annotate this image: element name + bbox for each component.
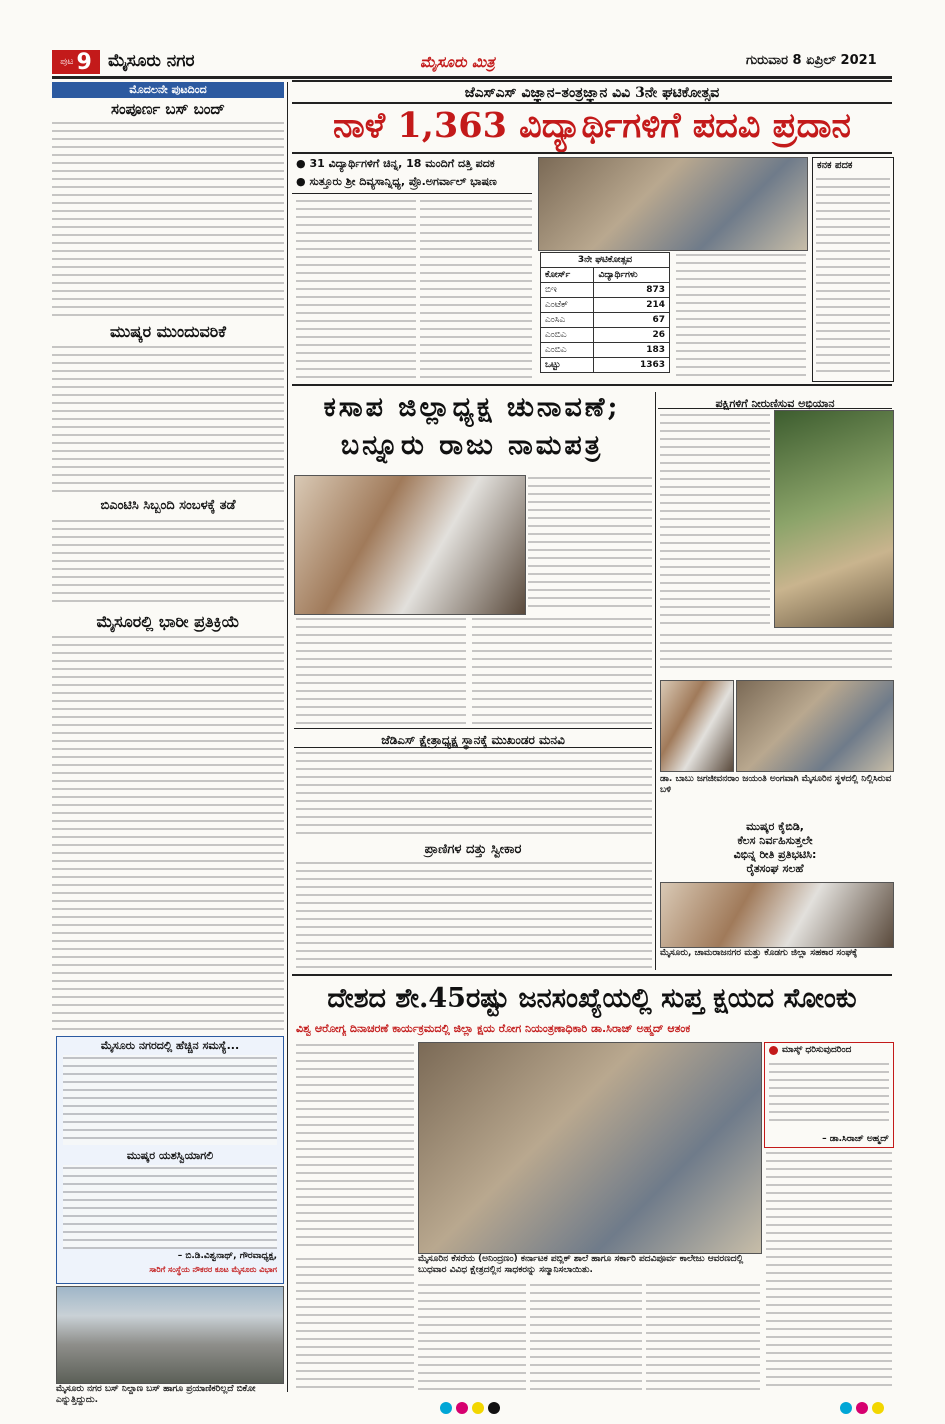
- table-cell: 183: [594, 343, 670, 358]
- bullet-2: ● ಸುತ್ತೂರು ಶ್ರೀ ದಿವ್ಯಸಾನ್ನಿಧ್ಯ, ಪ್ರೊ.ಅಗರ್ವಾಲ್ ಭಾಷಣ: [296, 175, 497, 188]
- tb-body-col-2: [418, 1282, 526, 1392]
- tb-lead-col: [296, 1042, 414, 1252]
- mid-section-rule: [292, 974, 892, 976]
- table-row: [541, 358, 670, 373]
- bus-stand-photo: [56, 1286, 284, 1384]
- kasapa-headline-1: ಕಸಾಪ ಜಿಲ್ಲಾಧ್ಯಕ್ಷ ಚುನಾವಣೆ;: [323, 392, 621, 423]
- jds-headline-bar: [294, 728, 652, 748]
- left-heading-2: ಮುಷ್ಕರ ಮುಂದುವರಿಕೆ: [109, 322, 227, 341]
- left-heading-1: ಸಂಪೂರ್ಣ ಬಸ್ ಬಂದ್: [111, 100, 225, 118]
- top-story-col-1: [296, 198, 416, 380]
- kicker-text: ಜೆಎಸ್‌ಎಸ್ ವಿಜ್ಞಾನ–ತಂತ್ರಜ್ಞಾನ ವಿವಿ 3ನೇ ಘಟಿಕೋತ್ಸವ: [464, 85, 720, 101]
- medal-box-title: ಕನಕ ಪದಕ: [817, 160, 853, 171]
- felicitation-photo: [418, 1042, 762, 1254]
- table-cell: ಎಂಸಿಎ: [541, 313, 594, 328]
- strike-kicker: ಮುಷ್ಕರ ಕೈಬಿಡಿ,: [746, 820, 804, 833]
- strike-line-3: ವಿಭಿನ್ನ ರೀತಿ ಪ್ರತಿಭಟಿಸಿ:: [733, 848, 817, 861]
- tb-subhead: ವಿಶ್ವ ಆರೋಗ್ಯ ದಿನಾಚರಣೆ ಕಾರ್ಯಕ್ರಮದಲ್ಲಿ ಜಿಲ್ಲಾ ಕ್ಷಯ ರೋಗ ನಿಯಂತ್ರಣಾಧಿಕಾರಿ ಡಾ.ಸಿರಾಜ್ ಅಹ್ಮದ್ ಆತಂಕ: [296, 1022, 691, 1035]
- kasapa-col-right: [528, 475, 652, 613]
- cooperative-photo: [660, 882, 894, 948]
- table-cell: 873: [594, 283, 670, 298]
- cooperative-caption: ಮೈಸೂರು, ಚಾಮರಾಜನಗರ ಮತ್ತು ಕೊಡಗು ಜಿಲ್ಲಾ ಸಹಕಾರ ಸಂಘಕ್ಕೆ: [660, 948, 858, 958]
- continued-label: ಮೊದಲನೇ ಪುಟದಿಂದ: [129, 83, 207, 96]
- strike-line-4: ರೈತಸಂಘ ಸಲಹೆ: [746, 862, 804, 875]
- felicitation-caption: ಮೈಸೂರಿನ ಕೆಸರೆಯ (ಅನಿಂದ್ರಣಂ) ಕರ್ನಾಟಕ ಪಬ್ಲಿಕ್ ಶಾಲೆ ಹಾಗೂ ಸರ್ಕಾರಿ ಪದವಿಪೂರ್ವ ಕಾಲೇಜು ಆವರಣದಲ್ಲಿ ಬುಧವಾರ ವಿವಿಧ ಕ್ಷೇತ್ರದಲ್ಲಿನ ಸಾಧಕರನ್ನು ಸನ್ಮಾನಿಸಲಾಯಿತು.: [418, 1254, 744, 1275]
- registration-mark-black: [488, 1402, 500, 1414]
- union-box-signature: – ಬಿ.ಡಿ.ವಿಶ್ವನಾಥ್, ಗೌರವಾಧ್ಯಕ್ಷ,: [177, 1251, 277, 1261]
- tree-water-photo: [774, 410, 894, 628]
- masthead: ಮೈಸೂರು ಮಿತ್ರ: [420, 53, 495, 71]
- issue-date: ಗುರುವಾರ 8 ಏಪ್ರಿಲ್ 2021: [746, 53, 877, 68]
- table-header-students: ವಿದ್ಯಾರ್ಥಿಗಳು: [594, 268, 670, 283]
- kasapa-nomination-photo: [294, 475, 526, 615]
- page-number: 9: [76, 49, 92, 75]
- jds-body: [296, 750, 652, 840]
- birds-body-full: [660, 632, 892, 674]
- table-title: 3ನೇ ಘಟಿಕೋತ್ಸವ: [541, 253, 670, 268]
- table-header-course: ಕೋರ್ಸ್: [541, 268, 594, 283]
- strike-advice-box: [658, 820, 892, 876]
- bus-stand-caption: ಮೈಸೂರು ನಗರ ಬಸ್ ನಿಲ್ದಾಣ ಬಸ್ ಹಾಗೂ ಪ್ರಯಾಣಿಕರಿಲ್ಲದೆ ಬಿಕೋ ಎನ್ನುತ್ತಿದ್ದುದು.: [56, 1384, 256, 1405]
- registration-mark-magenta-right: [856, 1402, 868, 1414]
- left-column-divider: [287, 82, 288, 1392]
- table-row: [541, 283, 670, 298]
- table-row: [541, 313, 670, 328]
- table-cell: 1363: [594, 358, 670, 373]
- header-rule: [52, 76, 892, 79]
- table-cell: ಎಂಟೆಕ್: [541, 298, 594, 313]
- birds-headline: ಪಕ್ಷಿಗಳಿಗೆ ನೀರುಣಿಸುವ ಅಭಿಯಾನ: [715, 397, 835, 410]
- table-row: [541, 298, 670, 313]
- jayanti-photo-left: [660, 680, 734, 772]
- left-body-4: [52, 634, 284, 1032]
- left-body-1: [52, 120, 284, 318]
- table-cell: 214: [594, 298, 670, 313]
- quote-body: [769, 1061, 889, 1127]
- continued-banner: [52, 82, 284, 98]
- table-cell: ಎಂಬಿಎ: [541, 328, 594, 343]
- tb-body-right: [766, 1150, 892, 1392]
- jds-headline: ಜೆಡಿಎಸ್ ಕ್ಷೇತ್ರಾಧ್ಯಕ್ಷ ಸ್ಥಾನಕ್ಕೆ ಮುಖಂಡರ ಮನವಿ: [381, 733, 565, 747]
- registration-mark-yellow-right: [872, 1402, 884, 1414]
- bullet-1-text: 31 ವಿದ್ಯಾರ್ಥಿಗಳಿಗೆ ಚಿನ್ನ, 18 ಮಂದಿಗೆ ದತ್ತಿ ಪದಕ: [309, 157, 495, 170]
- page-label: ಪುಟ: [60, 57, 74, 67]
- praana-body: [296, 860, 652, 970]
- left-heading-4: ಮೈಸೂರಲ್ಲಿ ಭಾರೀ ಪ್ರತಿಕ್ರಿಯೆ: [96, 612, 240, 631]
- registration-mark-cyan-right: [840, 1402, 852, 1414]
- kasapa-divider: [655, 392, 656, 970]
- union-box-body-1: [63, 1055, 277, 1145]
- section-name: ಮೈಸೂರು ನಗರ: [108, 51, 195, 71]
- table-cell: 26: [594, 328, 670, 343]
- top-story-col-3: [676, 252, 806, 380]
- convocation-press-photo: [538, 157, 808, 251]
- bullet-rule: [292, 193, 532, 194]
- top-story-bottom-rule: [292, 384, 892, 386]
- quote-header: [765, 1043, 893, 1057]
- medal-box: [812, 157, 894, 382]
- tb-body-col-3: [530, 1282, 642, 1392]
- top-headline-rule: [292, 152, 892, 154]
- kicker-bar: [292, 80, 892, 104]
- table-row: [541, 328, 670, 343]
- table-cell: ಒಟ್ಟು: [541, 358, 594, 373]
- top-story-col-2: [420, 198, 532, 380]
- registration-mark-yellow: [472, 1402, 484, 1414]
- quote-box: [764, 1042, 894, 1148]
- quote-author: – ಡಾ.ಸಿರಾಜ್ ಅಹ್ಮದ್: [822, 1134, 889, 1144]
- union-box-subtitle: ಮುಷ್ಕರ ಯಶಸ್ವಿಯಾಗಲಿ: [126, 1149, 214, 1162]
- praana-headline: ಪ್ರಾಣಿಗಳ ದತ್ತು ಸ್ವೀಕಾರ: [424, 842, 522, 857]
- union-box: [56, 1036, 284, 1284]
- bullet-2-text: ಸುತ್ತೂರು ಶ್ರೀ ದಿವ್ಯಸಾನ್ನಿಧ್ಯ, ಪ್ರೊ.ಅಗರ್ವಾಲ್ ಭಾಷಣ: [309, 175, 497, 188]
- strike-line-2: ಕೆಲಸ ನಿರ್ವಹಿಸುತ್ತಲೇ: [737, 834, 813, 847]
- red-dot-icon: [769, 1046, 778, 1055]
- registration-mark-magenta: [456, 1402, 468, 1414]
- top-headline: ನಾಳೆ 1,363 ವಿದ್ಯಾರ್ಥಿಗಳಿಗೆ ಪದವಿ ಪ್ರದಾನ: [332, 105, 852, 146]
- registration-mark-cyan: [440, 1402, 452, 1414]
- tb-body-col-4: [646, 1282, 760, 1392]
- medal-box-body: [816, 176, 890, 376]
- kasapa-body-2: [472, 616, 652, 726]
- tb-body-col-1: [296, 1256, 414, 1392]
- table-cell: ಬಿಇ: [541, 283, 594, 298]
- birds-headline-bar: [658, 392, 892, 409]
- kasapa-headline-2: ಬನ್ನೂರು ರಾಜು ನಾಮಪತ್ರ: [340, 430, 604, 461]
- quote-title: ಮಾಸ್ಕ್ ಧರಿಸುವುದರಿಂದ: [782, 1045, 852, 1055]
- union-box-title: ಮೈಸೂರು ನಗರದಲ್ಲಿ ಹೆಚ್ಚಿನ ಸಮಸ್ಯೆ...: [100, 1039, 240, 1052]
- table-cell: ಎಂಬಿಎ: [541, 343, 594, 358]
- table-cell: 67: [594, 313, 670, 328]
- kasapa-body-1: [296, 616, 466, 726]
- jayanti-caption: ಡಾ. ಬಾಬು ಜಗಜೀವನರಾಂ ಜಯಂತಿ ಅಂಗವಾಗಿ ಮೈಸೂರಿನ ಸ್ಥಳದಲ್ಲಿ ನಿಲ್ಲಿಸಿರುವ ಬಳಿ: [660, 774, 892, 795]
- jayanti-photo-right: [736, 680, 894, 772]
- union-box-org: ಸಾರಿಗೆ ಸಂಸ್ಥೆಯ ನೌಕರರ ಕೂಟ ಮೈಸೂರು ವಿಭಾಗ: [149, 1265, 277, 1274]
- table-row: [541, 343, 670, 358]
- birds-body-left: [660, 412, 770, 630]
- left-heading-3: ಬಿಎಂಟಿಸಿ ಸಿಬ್ಬಂದಿ ಸಂಬಳಕ್ಕೆ ತಡೆ: [100, 498, 236, 513]
- bullet-1: ● 31 ವಿದ್ಯಾರ್ಥಿಗಳಿಗೆ ಚಿನ್ನ, 18 ಮಂದಿಗೆ ದತ್ತಿ ಪದಕ: [296, 157, 495, 170]
- tb-headline: ದೇಶದ ಶೇ.45ರಷ್ಟು ಜನಸಂಖ್ಯೆಯಲ್ಲಿ ಸುಪ್ತ ಕ್ಷಯದ ಸೋಂಕು: [327, 983, 857, 1014]
- union-box-body-2: [63, 1165, 277, 1249]
- left-body-3: [52, 518, 284, 608]
- left-body-2: [52, 344, 284, 494]
- course-table: [540, 252, 670, 373]
- page-number-badge: [52, 50, 100, 74]
